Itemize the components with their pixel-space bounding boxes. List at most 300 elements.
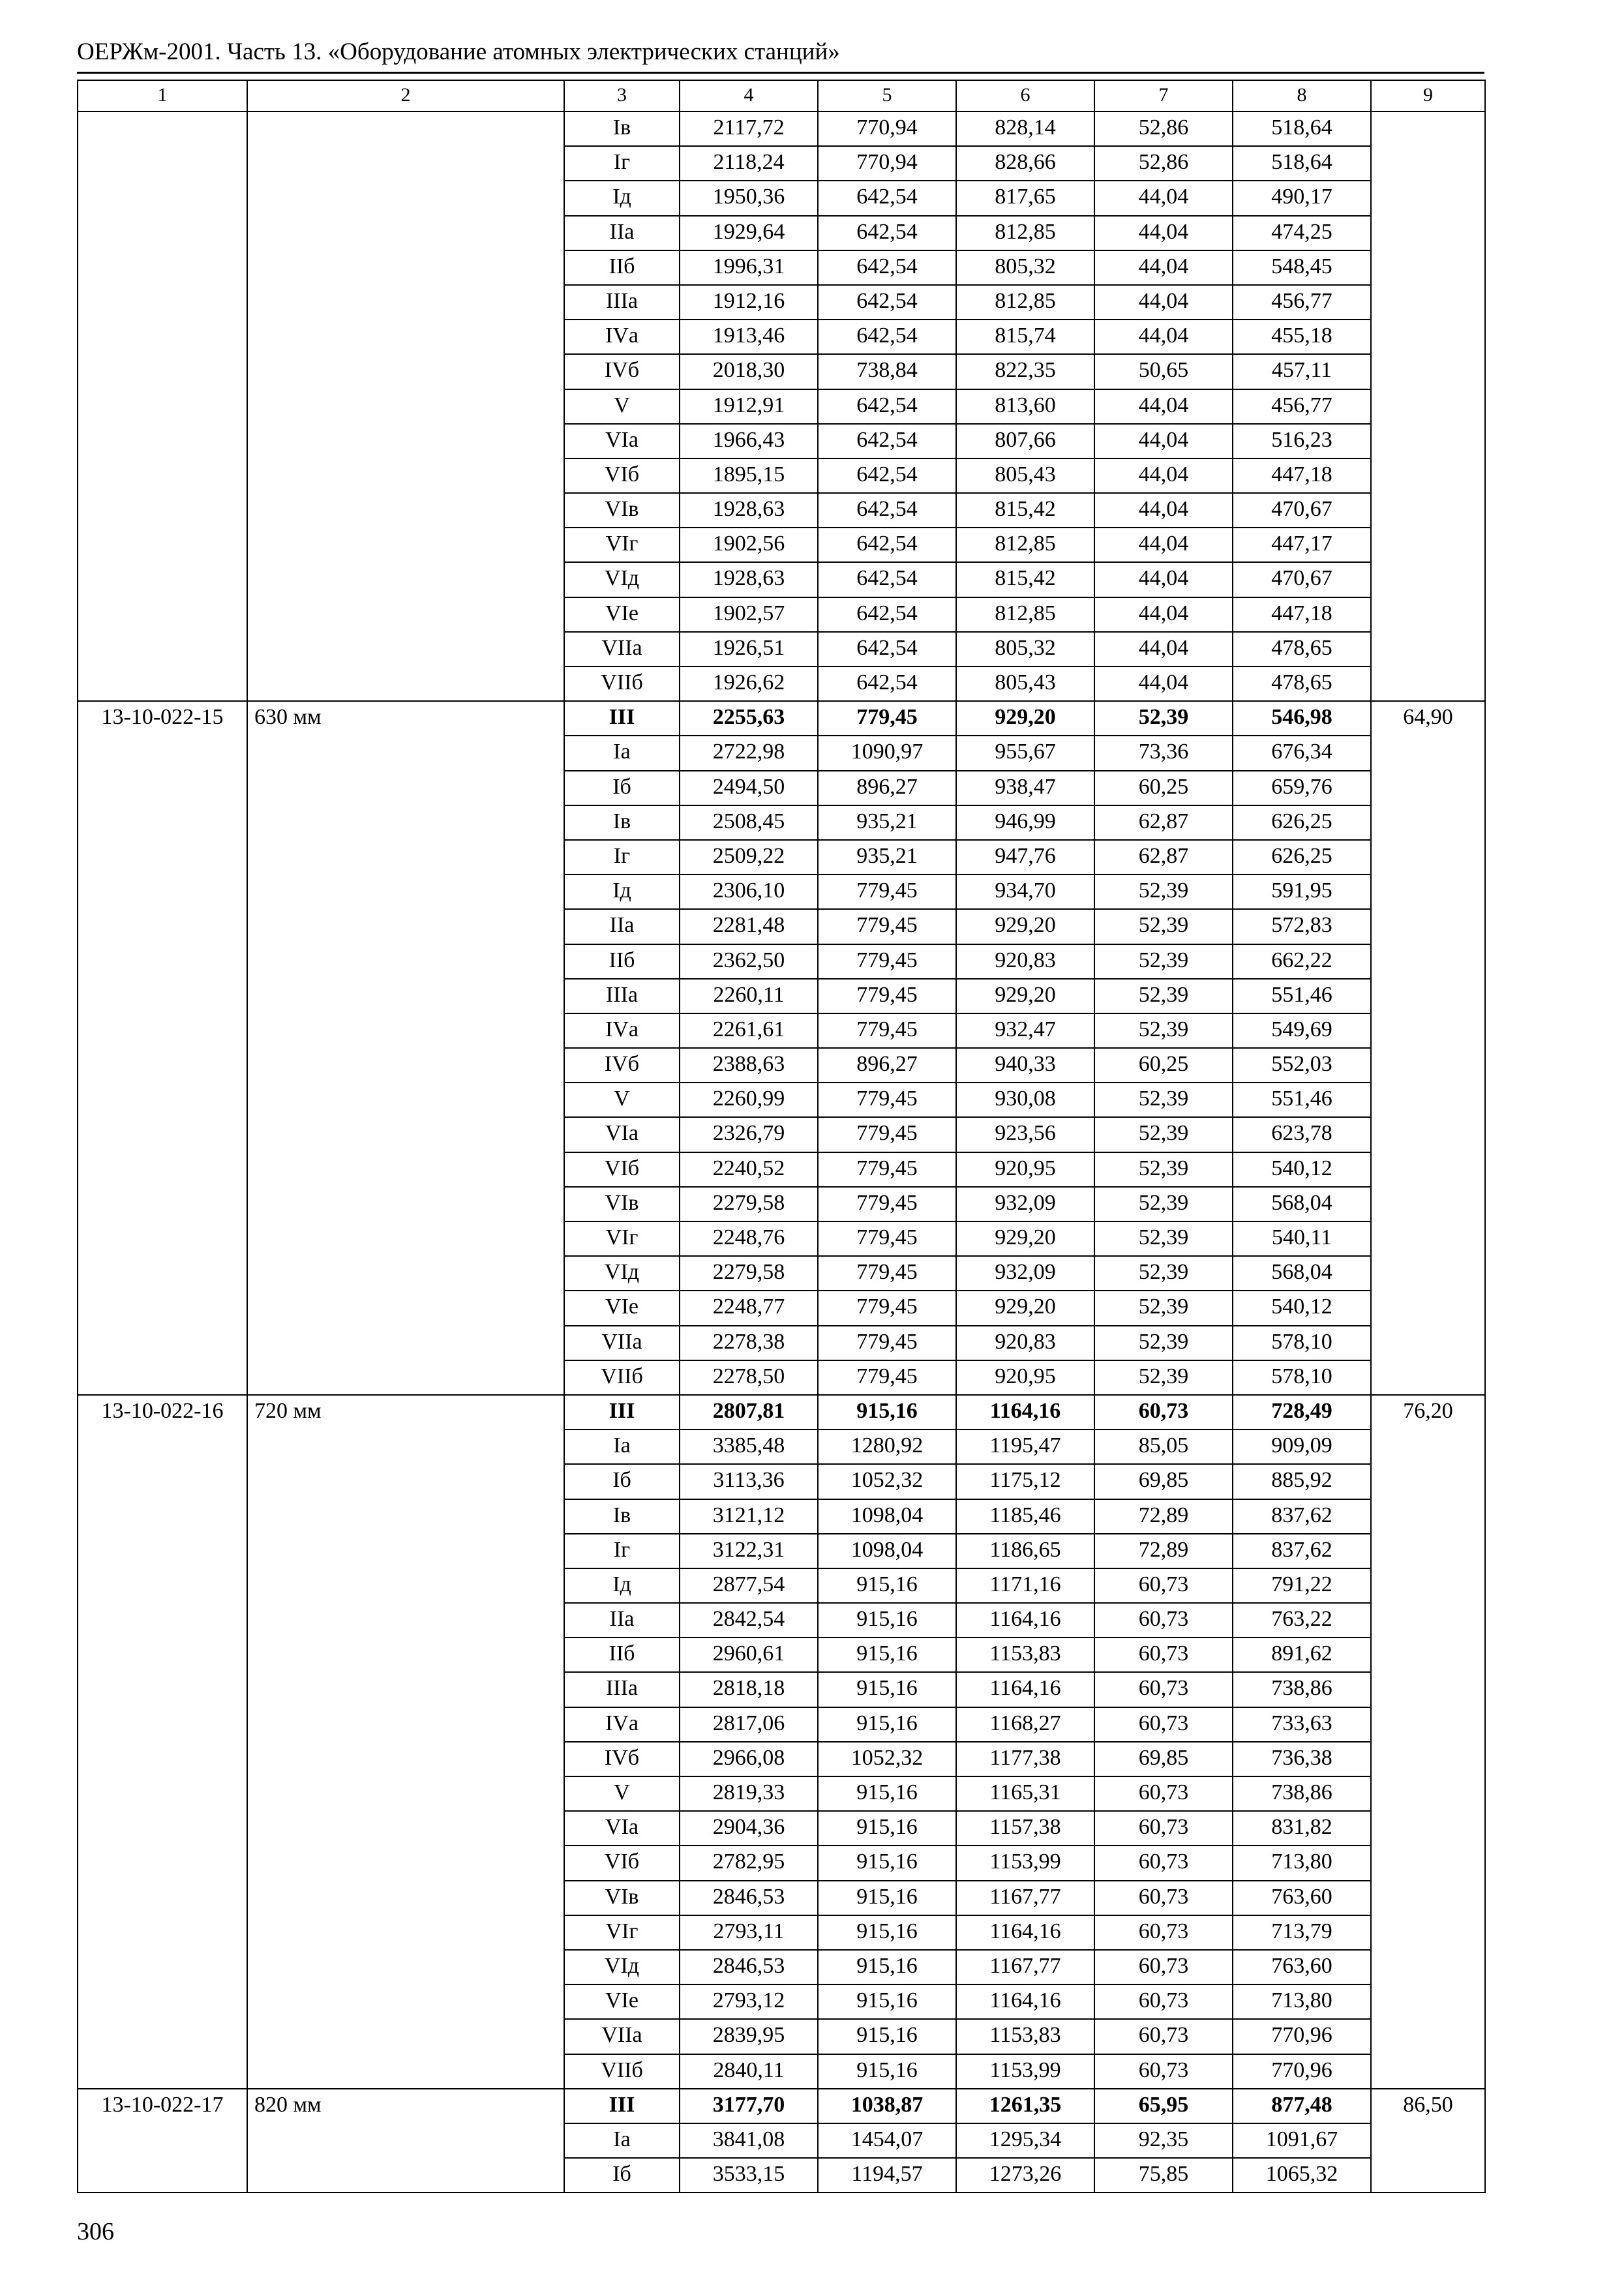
value-cell: 791,22 <box>1233 1568 1371 1603</box>
value-cell: 456,77 <box>1233 389 1371 424</box>
value-cell: 548,45 <box>1233 250 1371 285</box>
value-cell: 779,45 <box>818 1083 956 1117</box>
category-cell: VIд <box>564 1256 680 1291</box>
code-cell <box>78 112 247 701</box>
value-cell: 713,80 <box>1233 1846 1371 1880</box>
value-cell: 44,04 <box>1094 493 1233 528</box>
value-cell: 915,16 <box>818 1568 956 1603</box>
total-cell: 64,90 <box>1371 701 1485 1395</box>
value-cell: 929,20 <box>956 979 1094 1013</box>
value-cell: 447,18 <box>1233 597 1371 632</box>
value-cell: 1091,67 <box>1233 2123 1371 2158</box>
value-cell: 60,73 <box>1094 1950 1233 1984</box>
value-cell: 549,69 <box>1233 1013 1371 1048</box>
name-cell: 630 мм <box>247 701 564 1395</box>
value-cell: 1065,32 <box>1233 2158 1371 2192</box>
category-cell: Iв <box>564 112 680 146</box>
value-cell: 3122,31 <box>680 1534 818 1568</box>
category-cell: VIг <box>564 528 680 562</box>
category-cell: IVб <box>564 1742 680 1776</box>
value-cell: 2279,58 <box>680 1256 818 1291</box>
category-cell: VIв <box>564 1187 680 1221</box>
value-cell: 2966,08 <box>680 1742 818 1776</box>
value-cell: 805,43 <box>956 458 1094 493</box>
value-cell: 60,73 <box>1094 2019 1233 2054</box>
value-cell: 3113,36 <box>680 1464 818 1499</box>
table-row <box>78 1395 1485 1429</box>
category-cell: VIг <box>564 1221 680 1256</box>
category-cell: IIб <box>564 1638 680 1672</box>
value-cell: 52,39 <box>1094 909 1233 944</box>
category-cell: VIе <box>564 597 680 632</box>
value-cell: 915,16 <box>818 1950 956 1984</box>
value-cell: 817,65 <box>956 181 1094 215</box>
value-cell: 44,04 <box>1094 666 1233 701</box>
category-cell: VIIа <box>564 1326 680 1360</box>
column-number-cell: 1 <box>78 80 247 112</box>
category-cell: IIа <box>564 216 680 250</box>
value-cell: 763,22 <box>1233 1603 1371 1638</box>
category-cell: VIв <box>564 493 680 528</box>
value-cell: 642,54 <box>818 562 956 597</box>
value-cell: 2279,58 <box>680 1187 818 1221</box>
value-cell: 915,16 <box>818 1915 956 1950</box>
category-cell: VIв <box>564 1881 680 1915</box>
value-cell: 551,46 <box>1233 979 1371 1013</box>
value-cell: 2842,54 <box>680 1603 818 1638</box>
value-cell: 915,16 <box>818 1603 956 1638</box>
value-cell: 1153,99 <box>956 2054 1094 2089</box>
value-cell: 60,73 <box>1094 2054 1233 2089</box>
category-cell: Iд <box>564 875 680 909</box>
value-cell: 552,03 <box>1233 1048 1371 1083</box>
category-cell: IIIа <box>564 285 680 320</box>
category-cell: Iа <box>564 2123 680 2158</box>
table-row <box>78 701 1485 736</box>
value-cell: 779,45 <box>818 1187 956 1221</box>
value-cell: 1098,04 <box>818 1499 956 1534</box>
value-cell: 2904,36 <box>680 1811 818 1846</box>
value-cell: 60,25 <box>1094 1048 1233 1083</box>
value-cell: 1902,56 <box>680 528 818 562</box>
category-cell: Iд <box>564 1568 680 1603</box>
category-cell: Iд <box>564 181 680 215</box>
value-cell: 1171,16 <box>956 1568 1094 1603</box>
value-cell: 733,63 <box>1233 1707 1371 1742</box>
value-cell: 52,39 <box>1094 1326 1233 1360</box>
name-cell <box>247 112 564 701</box>
category-cell: VIг <box>564 1915 680 1950</box>
value-cell: 2117,72 <box>680 112 818 146</box>
value-cell: 915,16 <box>818 2019 956 2054</box>
value-cell: 642,54 <box>818 181 956 215</box>
value-cell: 60,73 <box>1094 1638 1233 1672</box>
value-cell: 591,95 <box>1233 875 1371 909</box>
value-cell: 60,73 <box>1094 1984 1233 2019</box>
value-cell: 52,39 <box>1094 1291 1233 1325</box>
value-cell: 2819,33 <box>680 1776 818 1811</box>
value-cell: 2793,11 <box>680 1915 818 1950</box>
value-cell: 1928,63 <box>680 493 818 528</box>
value-cell: 626,25 <box>1233 805 1371 840</box>
value-cell: 812,85 <box>956 216 1094 250</box>
value-cell: 44,04 <box>1094 285 1233 320</box>
value-cell: 540,12 <box>1233 1152 1371 1187</box>
category-cell: III <box>564 701 680 736</box>
value-cell: 1926,62 <box>680 666 818 701</box>
value-cell: 2846,53 <box>680 1881 818 1915</box>
value-cell: 60,73 <box>1094 1811 1233 1846</box>
value-cell: 2018,30 <box>680 354 818 389</box>
category-cell: Iг <box>564 840 680 875</box>
value-cell: 456,77 <box>1233 285 1371 320</box>
category-cell: Iб <box>564 1464 680 1499</box>
value-cell: 60,73 <box>1094 1846 1233 1880</box>
category-cell: V <box>564 1083 680 1117</box>
category-cell: VIIб <box>564 666 680 701</box>
value-cell: 1902,57 <box>680 597 818 632</box>
value-cell: 915,16 <box>818 1638 956 1672</box>
value-cell: 779,45 <box>818 979 956 1013</box>
value-cell: 805,43 <box>956 666 1094 701</box>
category-cell: VIе <box>564 1291 680 1325</box>
category-cell: IIб <box>564 250 680 285</box>
value-cell: 805,32 <box>956 632 1094 666</box>
value-cell: 779,45 <box>818 1013 956 1048</box>
value-cell: 932,09 <box>956 1256 1094 1291</box>
value-cell: 623,78 <box>1233 1117 1371 1152</box>
value-cell: 770,94 <box>818 112 956 146</box>
value-cell: 915,16 <box>818 1672 956 1707</box>
value-cell: 713,80 <box>1233 1984 1371 2019</box>
value-cell: 1167,77 <box>956 1950 1094 1984</box>
category-cell: VIIб <box>564 1360 680 1395</box>
value-cell: 1912,91 <box>680 389 818 424</box>
value-cell: 1913,46 <box>680 320 818 354</box>
category-cell: Iг <box>564 146 680 181</box>
value-cell: 3533,15 <box>680 2158 818 2192</box>
rates-table-body <box>78 80 1485 2192</box>
value-cell: 779,45 <box>818 1291 956 1325</box>
value-cell: 44,04 <box>1094 597 1233 632</box>
value-cell: 929,20 <box>956 909 1094 944</box>
category-cell: IIIа <box>564 979 680 1013</box>
value-cell: 676,34 <box>1233 736 1371 770</box>
value-cell: 1164,16 <box>956 1984 1094 2019</box>
value-cell: 2807,81 <box>680 1395 818 1429</box>
value-cell: 935,21 <box>818 840 956 875</box>
category-cell: Iб <box>564 2158 680 2192</box>
value-cell: 812,85 <box>956 285 1094 320</box>
value-cell: 490,17 <box>1233 181 1371 215</box>
value-cell: 1295,34 <box>956 2123 1094 2158</box>
value-cell: 52,86 <box>1094 146 1233 181</box>
value-cell: 52,39 <box>1094 1360 1233 1395</box>
category-cell: Iв <box>564 805 680 840</box>
total-cell: 86,50 <box>1371 2089 1485 2193</box>
value-cell: 1153,83 <box>956 2019 1094 2054</box>
value-cell: 3385,48 <box>680 1429 818 1464</box>
header-rule <box>77 72 1484 74</box>
value-cell: 44,04 <box>1094 320 1233 354</box>
value-cell: 642,54 <box>818 666 956 701</box>
name-cell: 820 мм <box>247 2089 564 2193</box>
value-cell: 946,99 <box>956 805 1094 840</box>
value-cell: 52,39 <box>1094 1152 1233 1187</box>
value-cell: 44,04 <box>1094 562 1233 597</box>
column-number-cell: 3 <box>564 80 680 112</box>
value-cell: 896,27 <box>818 771 956 805</box>
value-cell: 770,96 <box>1233 2054 1371 2089</box>
column-number-cell: 7 <box>1094 80 1233 112</box>
value-cell: 518,64 <box>1233 112 1371 146</box>
value-cell: 3177,70 <box>680 2089 818 2123</box>
value-cell: 52,39 <box>1094 875 1233 909</box>
value-cell: 1261,35 <box>956 2089 1094 2123</box>
value-cell: 642,54 <box>818 285 956 320</box>
value-cell: 73,36 <box>1094 736 1233 770</box>
value-cell: 947,76 <box>956 840 1094 875</box>
value-cell: 2388,63 <box>680 1048 818 1083</box>
value-cell: 572,83 <box>1233 909 1371 944</box>
value-cell: 642,54 <box>818 320 956 354</box>
table-row <box>78 2089 1485 2123</box>
value-cell: 568,04 <box>1233 1187 1371 1221</box>
value-cell: 915,16 <box>818 1776 956 1811</box>
value-cell: 815,42 <box>956 493 1094 528</box>
value-cell: 2278,50 <box>680 1360 818 1395</box>
value-cell: 929,20 <box>956 1221 1094 1256</box>
value-cell: 1038,87 <box>818 2089 956 2123</box>
value-cell: 551,46 <box>1233 1083 1371 1117</box>
category-cell: VIIб <box>564 2054 680 2089</box>
category-cell: VIа <box>564 1811 680 1846</box>
category-cell: VIIа <box>564 632 680 666</box>
value-cell: 929,20 <box>956 701 1094 736</box>
value-cell: 2960,61 <box>680 1638 818 1672</box>
value-cell: 642,54 <box>818 424 956 458</box>
category-cell: IVа <box>564 320 680 354</box>
value-cell: 2818,18 <box>680 1672 818 1707</box>
value-cell: 470,67 <box>1233 562 1371 597</box>
value-cell: 822,35 <box>956 354 1094 389</box>
category-cell: V <box>564 389 680 424</box>
value-cell: 1926,51 <box>680 632 818 666</box>
value-cell: 44,04 <box>1094 181 1233 215</box>
code-cell: 13-10-022-17 <box>78 2089 247 2193</box>
value-cell: 1164,16 <box>956 1915 1094 1950</box>
value-cell: 738,84 <box>818 354 956 389</box>
value-cell: 642,54 <box>818 250 956 285</box>
value-cell: 807,66 <box>956 424 1094 458</box>
value-cell: 1996,31 <box>680 250 818 285</box>
category-cell: IIа <box>564 1603 680 1638</box>
value-cell: 915,16 <box>818 1846 956 1880</box>
value-cell: 1164,16 <box>956 1603 1094 1638</box>
value-cell: 52,39 <box>1094 1221 1233 1256</box>
value-cell: 813,60 <box>956 389 1094 424</box>
value-cell: 2722,98 <box>680 736 818 770</box>
value-cell: 2248,76 <box>680 1221 818 1256</box>
value-cell: 52,39 <box>1094 1256 1233 1291</box>
value-cell: 940,33 <box>956 1048 1094 1083</box>
value-cell: 1194,57 <box>818 2158 956 2192</box>
value-cell: 728,49 <box>1233 1395 1371 1429</box>
value-cell: 955,67 <box>956 736 1094 770</box>
category-cell: III <box>564 1395 680 1429</box>
value-cell: 932,09 <box>956 1187 1094 1221</box>
value-cell: 1165,31 <box>956 1776 1094 1811</box>
value-cell: 60,25 <box>1094 771 1233 805</box>
column-number-cell: 4 <box>680 80 818 112</box>
value-cell: 2782,95 <box>680 1846 818 1880</box>
value-cell: 457,11 <box>1233 354 1371 389</box>
total-cell: 76,20 <box>1371 1395 1485 2089</box>
value-cell: 2509,22 <box>680 840 818 875</box>
value-cell: 2306,10 <box>680 875 818 909</box>
value-cell: 779,45 <box>818 1256 956 1291</box>
value-cell: 72,89 <box>1094 1499 1233 1534</box>
value-cell: 52,39 <box>1094 701 1233 736</box>
value-cell: 478,65 <box>1233 632 1371 666</box>
value-cell: 2248,77 <box>680 1291 818 1325</box>
category-cell: VIа <box>564 1117 680 1152</box>
value-cell: 540,11 <box>1233 1221 1371 1256</box>
value-cell: 1164,16 <box>956 1395 1094 1429</box>
category-cell: Iб <box>564 771 680 805</box>
value-cell: 60,73 <box>1094 1603 1233 1638</box>
value-cell: 642,54 <box>818 597 956 632</box>
value-cell: 915,16 <box>818 1811 956 1846</box>
value-cell: 62,87 <box>1094 805 1233 840</box>
column-number-cell: 8 <box>1233 80 1371 112</box>
page-header: ОЕРЖм-2001. Часть 13. «Оборудование атомных электрических станций» <box>77 38 840 65</box>
value-cell: 1098,04 <box>818 1534 956 1568</box>
value-cell: 62,87 <box>1094 840 1233 875</box>
value-cell: 662,22 <box>1233 944 1371 979</box>
category-cell: IVа <box>564 1707 680 1742</box>
value-cell: 920,95 <box>956 1360 1094 1395</box>
value-cell: 915,16 <box>818 1984 956 2019</box>
value-cell: 474,25 <box>1233 216 1371 250</box>
value-cell: 2877,54 <box>680 1568 818 1603</box>
value-cell: 779,45 <box>818 1152 956 1187</box>
value-cell: 2326,79 <box>680 1117 818 1152</box>
value-cell: 3841,08 <box>680 2123 818 2158</box>
value-cell: 923,56 <box>956 1117 1094 1152</box>
value-cell: 779,45 <box>818 1221 956 1256</box>
value-cell: 44,04 <box>1094 424 1233 458</box>
value-cell: 447,17 <box>1233 528 1371 562</box>
value-cell: 44,04 <box>1094 458 1233 493</box>
value-cell: 932,47 <box>956 1013 1094 1048</box>
value-cell: 52,39 <box>1094 1083 1233 1117</box>
value-cell: 44,04 <box>1094 389 1233 424</box>
value-cell: 546,98 <box>1233 701 1371 736</box>
category-cell: V <box>564 1776 680 1811</box>
value-cell: 60,73 <box>1094 1568 1233 1603</box>
category-cell: IIIа <box>564 1672 680 1707</box>
value-cell: 1273,26 <box>956 2158 1094 2192</box>
value-cell: 642,54 <box>818 216 956 250</box>
value-cell: 642,54 <box>818 389 956 424</box>
value-cell: 1168,27 <box>956 1707 1094 1742</box>
category-cell: IVа <box>564 1013 680 1048</box>
value-cell: 1153,83 <box>956 1638 1094 1672</box>
value-cell: 85,05 <box>1094 1429 1233 1464</box>
value-cell: 770,94 <box>818 146 956 181</box>
value-cell: 1454,07 <box>818 2123 956 2158</box>
value-cell: 1966,43 <box>680 424 818 458</box>
category-cell: VIд <box>564 562 680 597</box>
value-cell: 909,09 <box>1233 1429 1371 1464</box>
value-cell: 779,45 <box>818 1360 956 1395</box>
value-cell: 50,65 <box>1094 354 1233 389</box>
page-number: 306 <box>77 2218 114 2245</box>
value-cell: 779,45 <box>818 1117 956 1152</box>
value-cell: 516,23 <box>1233 424 1371 458</box>
value-cell: 52,39 <box>1094 979 1233 1013</box>
value-cell: 60,73 <box>1094 1395 1233 1429</box>
value-cell: 1912,16 <box>680 285 818 320</box>
value-cell: 518,64 <box>1233 146 1371 181</box>
value-cell: 896,27 <box>818 1048 956 1083</box>
value-cell: 763,60 <box>1233 1950 1371 1984</box>
value-cell: 920,95 <box>956 1152 1094 1187</box>
value-cell: 2281,48 <box>680 909 818 944</box>
value-cell: 2817,06 <box>680 1707 818 1742</box>
category-cell: IIб <box>564 944 680 979</box>
value-cell: 1153,99 <box>956 1846 1094 1880</box>
value-cell: 2793,12 <box>680 1984 818 2019</box>
value-cell: 447,18 <box>1233 458 1371 493</box>
value-cell: 877,48 <box>1233 2089 1371 2123</box>
column-number-row <box>78 80 1485 112</box>
value-cell: 44,04 <box>1094 528 1233 562</box>
value-cell: 72,89 <box>1094 1534 1233 1568</box>
value-cell: 1175,12 <box>956 1464 1094 1499</box>
value-cell: 885,92 <box>1233 1464 1371 1499</box>
value-cell: 44,04 <box>1094 250 1233 285</box>
value-cell: 738,86 <box>1233 1776 1371 1811</box>
value-cell: 805,32 <box>956 250 1094 285</box>
category-cell: VIа <box>564 424 680 458</box>
category-cell: Iв <box>564 1499 680 1534</box>
value-cell: 837,62 <box>1233 1534 1371 1568</box>
value-cell: 626,25 <box>1233 840 1371 875</box>
value-cell: 2846,53 <box>680 1950 818 1984</box>
value-cell: 65,95 <box>1094 2089 1233 2123</box>
value-cell: 52,39 <box>1094 944 1233 979</box>
value-cell: 60,73 <box>1094 1707 1233 1742</box>
category-cell: Iг <box>564 1534 680 1568</box>
value-cell: 52,39 <box>1094 1117 1233 1152</box>
value-cell: 828,66 <box>956 146 1094 181</box>
value-cell: 2839,95 <box>680 2019 818 2054</box>
value-cell: 578,10 <box>1233 1360 1371 1395</box>
name-cell: 720 мм <box>247 1395 564 2089</box>
value-cell: 920,83 <box>956 944 1094 979</box>
value-cell: 478,65 <box>1233 666 1371 701</box>
category-cell: IIа <box>564 909 680 944</box>
value-cell: 44,04 <box>1094 216 1233 250</box>
value-cell: 915,16 <box>818 1395 956 1429</box>
value-cell: 1186,65 <box>956 1534 1094 1568</box>
value-cell: 642,54 <box>818 458 956 493</box>
category-cell: VIб <box>564 458 680 493</box>
value-cell: 2118,24 <box>680 146 818 181</box>
table-row <box>78 112 1485 146</box>
